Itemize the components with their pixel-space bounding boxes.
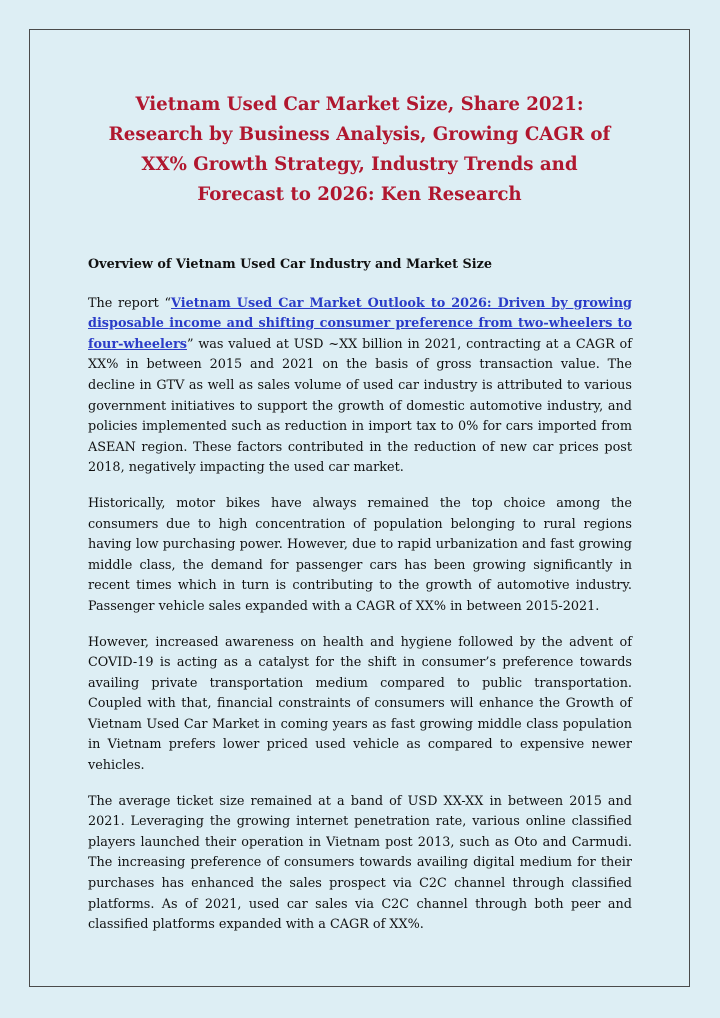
paragraph-4: The average ticket size remained at a band of USD XX-XX in between 2015 and 2021. Leveraging the growing internet penetration rate, various online classified players launched their operation in Vietnam post 2013, such as Oto and Carmudi. The increasing preference of consumers towards availing digital medium for their purchases has enhanced the sales prospect via C2C channel through classified platforms. As of 2021, used car sales via C2C channel through both peer and classified platforms expanded with a CAGR of XX%. [88, 793, 632, 933]
paragraph-1-rest: ” was valued at USD ~XX billion in 2021, contracting at a CAGR of XX% in between 2015 and 2021 on the basis of gross transaction value. The decline in GTV as well as sales volume of used car industry is attributed to various government initiatives to support the growth of domestic automotive industry, and policies implemented such as reduction in import tax to 0% for cars imported from ASEAN region. These factors contributed in the reduction of new car prices post 2018, negatively impacting the used car market. [88, 336, 632, 476]
report-link[interactable]: Vietnam Used Car Market Outlook to 2026: Driven by growing disposable income and shifting consumer preference from two-wheelers to four-wheelers [88, 295, 633, 352]
paragraph-2: Historically, motor bikes have always remained the top choice among the consumers due to high concentration of population belonging to rural regions having low purchasing power. However, due to rapid urbanization and fast growing middle class, the demand for passenger cars has been growing significantly in recent times which in turn is contributing to the growth of automotive industry. Passenger vehicle sales expanded with a CAGR of XX% in between 2015-2021. [88, 495, 632, 614]
document-title: Vietnam Used Car Market Size, Share 2021: Research by Business Analysis, Growing CAGR of XX% Growth Strategy, Industry Trends and Forecast to 2026: Ken Research [108, 94, 611, 205]
section-heading: Overview of Vietnam Used Car Industry and Market Size [88, 257, 493, 272]
paragraph-1-lead: The report “ [88, 295, 172, 311]
document-page [29, 29, 690, 987]
paragraph-3: However, increased awareness on health and hygiene followed by the advent of COVID-19 is acting as a catalyst for the shift in consumer’s preference towards availing private transportation medium compared to public transportation. Coupled with that, financial constraints of consumers will enhance the Growth of Vietnam Used Car Market in coming years as fast growing middle class population in Vietnam prefers lower priced used vehicle as compared to expensive newer vehicles. [88, 634, 632, 774]
document-body [88, 255, 632, 951]
paragraph-1 [88, 294, 632, 479]
